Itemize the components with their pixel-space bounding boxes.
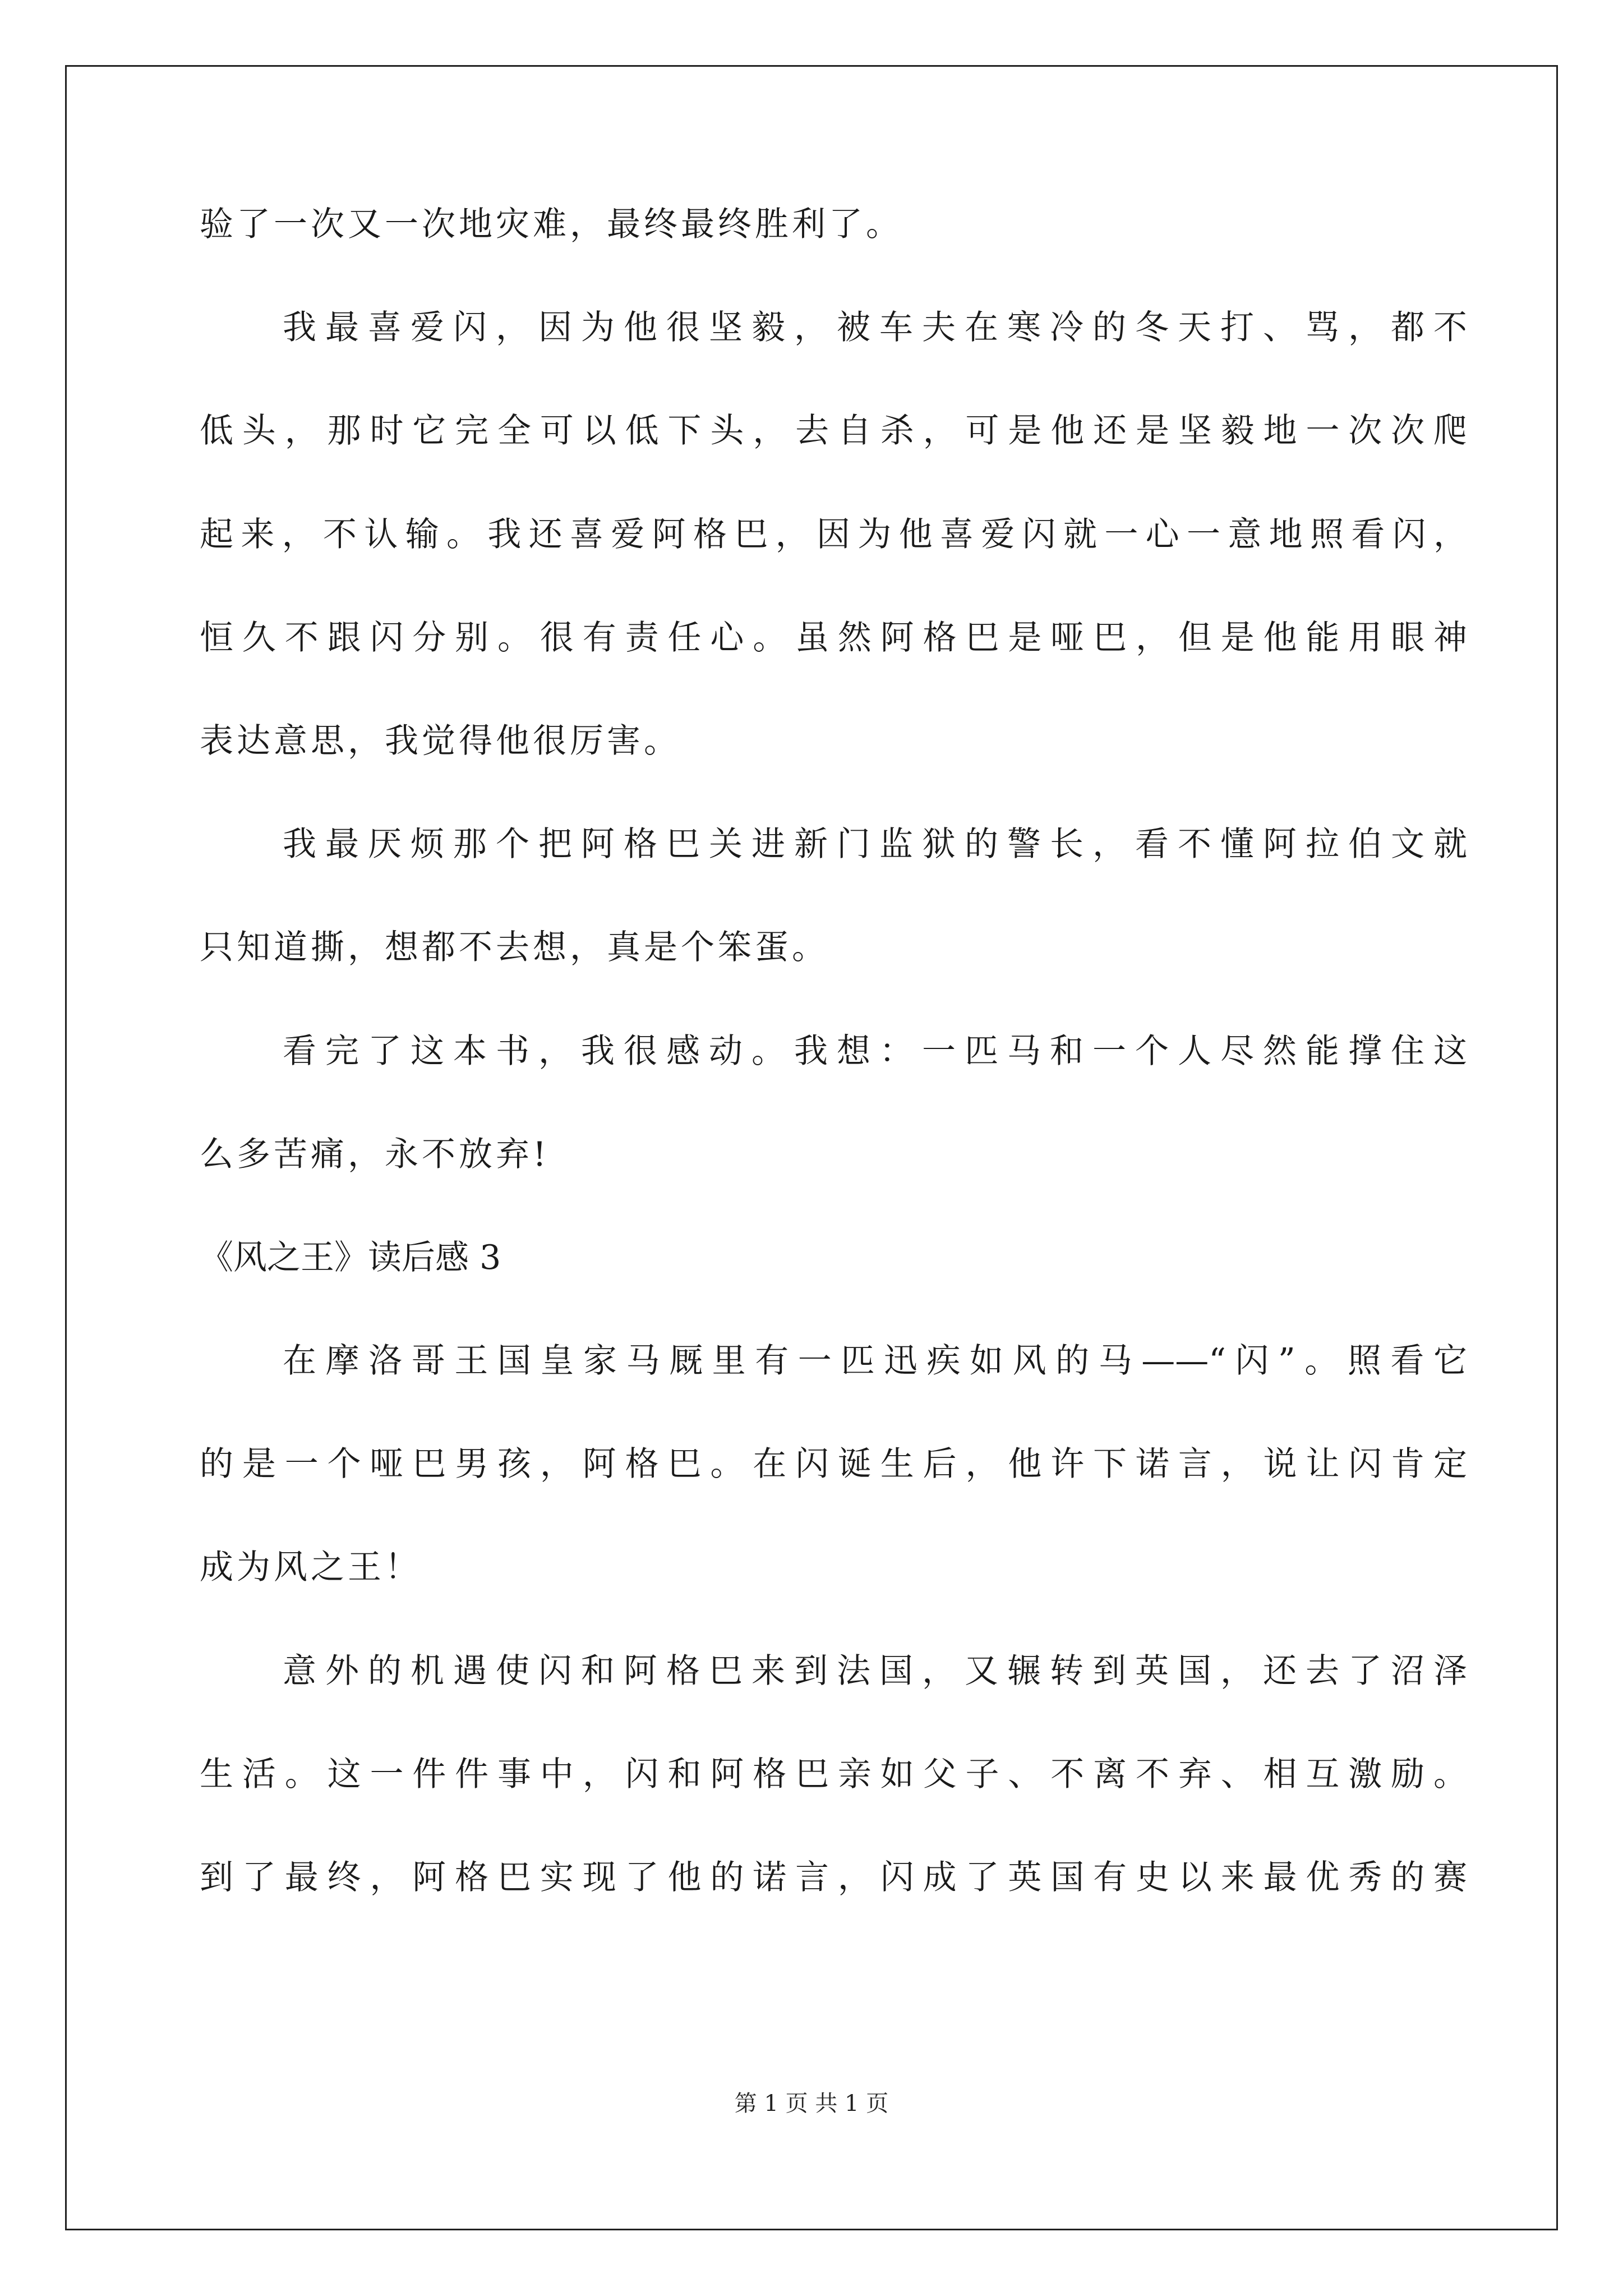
text-line: 只知道撕，想都不去想，真是个笨蛋。	[200, 928, 829, 968]
text-line: 成为风之王！	[200, 1548, 422, 1588]
document-body	[200, 205, 1467, 1964]
text-line: 我最厌烦那个把阿格巴关进新门监狱的警长，看不懂阿拉伯文就	[283, 825, 1467, 864]
text-line: 我最喜爱闪，因为他很坚毅，被车夫在寒冷的冬天打、骂，都不	[283, 308, 1467, 348]
text-line: 恒久不跟闪分别。很有责任心。虽然阿格巴是哑巴，但是他能用眼神	[200, 618, 1467, 657]
page-footer: 第 1 页 共 1 页	[734, 2091, 889, 2116]
text-line: 表达意思，我觉得他很厉害。	[200, 721, 681, 761]
text-line: 在摩洛哥王国皇家马厩里有一匹迅疾如风的马——“闪”。照看它	[283, 1341, 1467, 1381]
text-line: 到了最终，阿格巴实现了他的诺言，闪成了英国有史以来最优秀的赛	[200, 1858, 1467, 1897]
section-title: 《风之王》读后感 3	[200, 1237, 501, 1277]
text-line: 看完了这本书，我很感动。我想：一匹马和一个人尽然能撑住这	[283, 1031, 1467, 1071]
text-line: 低头，那时它完全可以低下头，去自杀，可是他还是坚毅地一次次爬	[200, 411, 1467, 451]
text-line: 验了一次又一次地灾难，最终最终胜利了。	[200, 205, 903, 244]
text-line: 生活。这一件件事中，闪和阿格巴亲如父子、不离不弃、相互激励。	[200, 1754, 1467, 1794]
text-line: 意外的机遇使闪和阿格巴来到法国，又辗转到英国，还去了沼泽	[283, 1651, 1467, 1691]
text-line: 的是一个哑巴男孩，阿格巴。在闪诞生后，他许下诺言，说让闪肯定	[200, 1444, 1467, 1484]
text-line: 起来，不认输。我还喜爱阿格巴，因为他喜爱闪就一心一意地照看闪，	[200, 514, 1467, 554]
text-line: 么多苦痛，永不放弃!	[200, 1134, 550, 1174]
